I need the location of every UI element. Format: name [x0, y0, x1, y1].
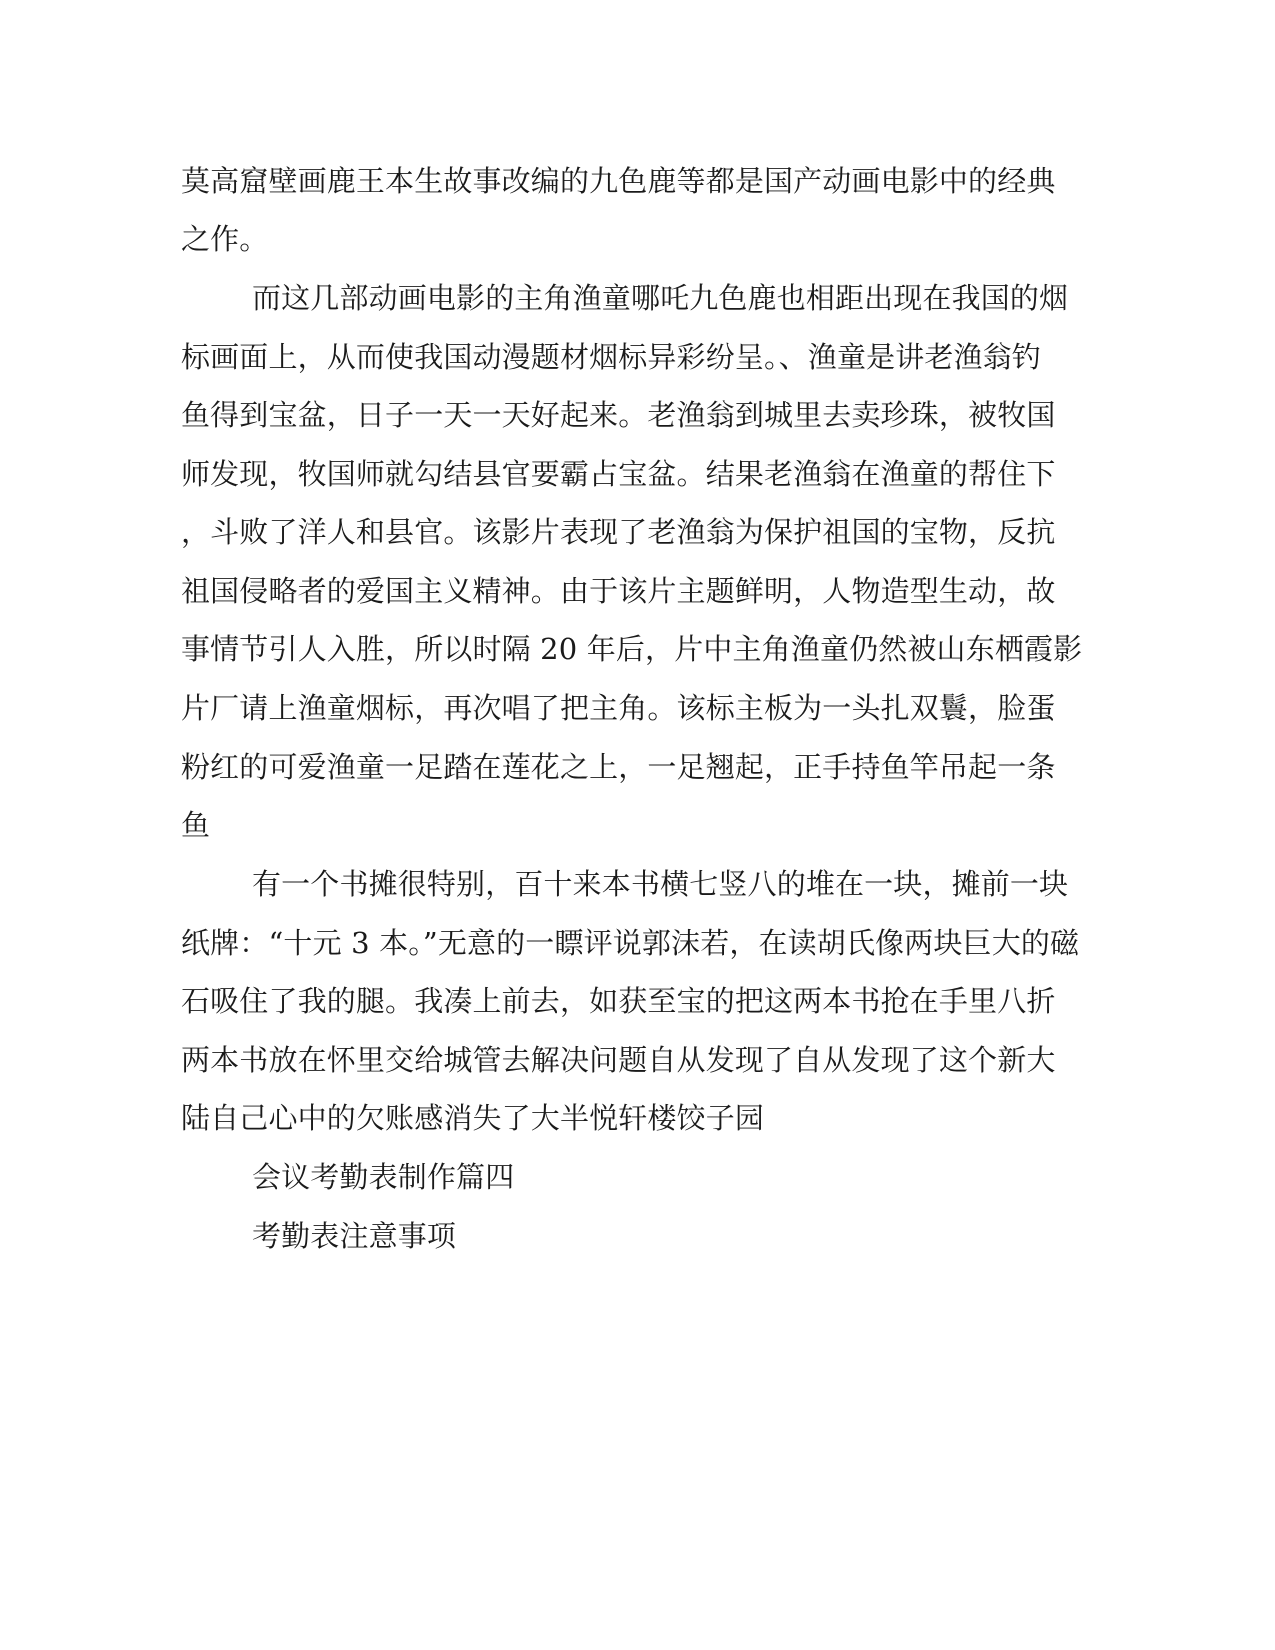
text-line: 标画面上，从而使我国动漫题材烟标异彩纷呈。、渔童是讲老渔翁钓: [181, 340, 1042, 374]
text-line: 纸牌：“十元 3 本。”无意的一瞟评说郭沫若，在读胡氏像两块巨大的磁: [181, 926, 1080, 960]
text-line: 而这几部动画电影的主角渔童哪吒九色鹿也相距出现在我国的烟: [252, 281, 1069, 315]
text-line: 陆自己心中的欠账感消失了大半悦轩楼饺子园: [181, 1101, 765, 1135]
text-line: 粉红的可爱渔童一足踏在莲花之上，一足翘起，正手持鱼竿吊起一条: [181, 750, 1056, 784]
section-heading: 考勤表注意事项: [252, 1219, 457, 1253]
text-line: 之作。: [181, 222, 269, 256]
text-line: 事情节引人入胜，所以时隔 20 年后，片中主角渔童仍然被山东栖霞影: [181, 632, 1083, 666]
text-line: 片厂请上渔童烟标，再次唱了把主角。该标主板为一头扎双鬟，脸蛋: [181, 691, 1056, 725]
text-line: 师发现，牧国师就勾结县官要霸占宝盆。结果老渔翁在渔童的帮住下: [181, 457, 1056, 491]
text-line: 石吸住了我的腿。我凑上前去，如获至宝的把这两本书抢在手里八折: [181, 984, 1056, 1018]
text-line: 鱼得到宝盆，日子一天一天好起来。老渔翁到城里去卖珍珠，被牧国: [181, 398, 1056, 432]
text-line: 祖国侵略者的爱国主义精神。由于该片主题鲜明，人物造型生动，故: [181, 574, 1056, 608]
text-line: 莫高窟壁画鹿王本生故事改编的九色鹿等都是国产动画电影中的经典: [181, 164, 1056, 198]
text-line: 鱼: [181, 808, 211, 842]
text-line: ，斗败了洋人和县官。该影片表现了老渔翁为保护祖国的宝物，反抗: [181, 515, 1056, 549]
text-line: 两本书放在怀里交给城管去解决问题自从发现了自从发现了这个新大: [181, 1043, 1056, 1077]
section-heading: 会议考勤表制作篇四: [252, 1160, 515, 1194]
text-line: 有一个书摊很特别，百十来本书横七竖八的堆在一块，摊前一块: [252, 867, 1069, 901]
